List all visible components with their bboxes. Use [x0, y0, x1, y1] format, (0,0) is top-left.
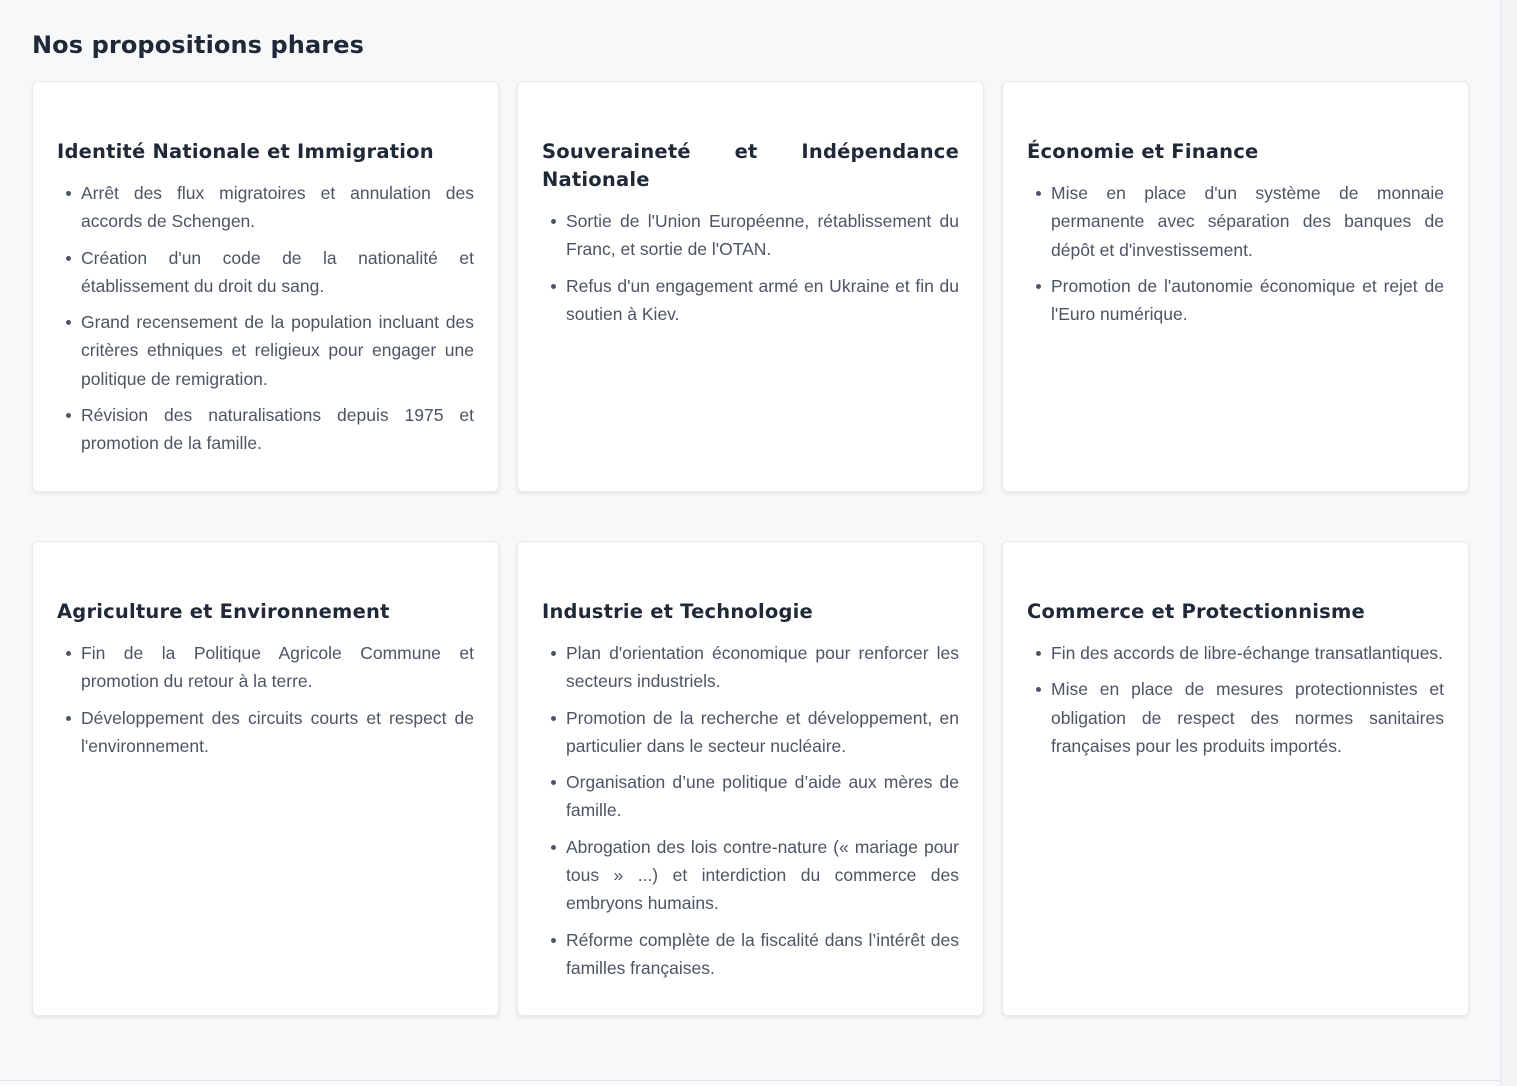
- list-item: Abrogation des lois contre-nature (« mariage pour tous » ...) et interdiction du commerce des embryons humains.: [566, 833, 959, 918]
- list-item: Arrêt des flux migratoires et annulation des accords de Schengen.: [81, 179, 474, 236]
- card-commerce: [1002, 541, 1469, 1016]
- card-list: [1027, 639, 1444, 760]
- card-list: [1027, 179, 1444, 328]
- card-list: [542, 207, 959, 328]
- list-item: Développement des circuits courts et respect de l'environnement.: [81, 704, 474, 761]
- list-item: Refus d'un engagement armé en Ukraine et fin du soutien à Kiev.: [566, 272, 959, 329]
- list-item: Plan d'orientation économique pour renforcer les secteurs industriels.: [566, 639, 959, 696]
- card-list: [57, 179, 474, 458]
- propositions-grid: [32, 81, 1469, 1016]
- card-list: [57, 639, 474, 760]
- list-item: Fin des accords de libre-échange transatlantiques.: [1051, 639, 1444, 667]
- card-title: Industrie et Technologie: [542, 600, 813, 623]
- list-item: Création d'un code de la nationalité et établissement du droit du sang.: [81, 244, 474, 301]
- card-title: Agriculture et Environnement: [57, 600, 390, 623]
- page-bottom-divider: [0, 1080, 1501, 1081]
- list-item: Fin de la Politique Agricole Commune et promotion du retour à la terre.: [81, 639, 474, 696]
- list-item: Mise en place d'un système de monnaie permanente avec séparation des banques de dépôt et d'investissement.: [1051, 179, 1444, 264]
- list-item: Organisation d’une politique d’aide aux mères de famille.: [566, 768, 959, 825]
- card-title: Identité Nationale et Immigration: [57, 140, 434, 163]
- card-title: Commerce et Protectionnisme: [1027, 600, 1365, 623]
- card-identite-nationale: [32, 81, 499, 492]
- list-item: Grand recensement de la population incluant des critères ethniques et religieux pour engager une politique de remigration.: [81, 308, 474, 393]
- list-item: Promotion de la recherche et développement, en particulier dans le secteur nucléaire.: [566, 704, 959, 761]
- list-item: Révision des naturalisations depuis 1975 et promotion de la famille.: [81, 401, 474, 458]
- card-list: [542, 639, 959, 982]
- vertical-scrollbar[interactable]: [1500, 0, 1517, 1086]
- card-title: Économie et Finance: [1027, 140, 1259, 163]
- section-title: Nos propositions phares: [32, 31, 364, 59]
- list-item: Promotion de l'autonomie économique et rejet de l'Euro numérique.: [1051, 272, 1444, 329]
- card-souverainete: [517, 81, 984, 492]
- card-economie: [1002, 81, 1469, 492]
- card-agriculture: [32, 541, 499, 1016]
- list-item: Sortie de l'Union Européenne, rétablissement du Franc, et sortie de l'OTAN.: [566, 207, 959, 264]
- list-item: Réforme complète de la fiscalité dans l’intérêt des familles françaises.: [566, 926, 959, 983]
- list-item: Mise en place de mesures protectionnistes et obligation de respect des normes sanitaires françaises pour les produits importés.: [1051, 675, 1444, 760]
- card-title: Souveraineté et Indépendance Nationale: [542, 140, 959, 191]
- card-industrie: [517, 541, 984, 1016]
